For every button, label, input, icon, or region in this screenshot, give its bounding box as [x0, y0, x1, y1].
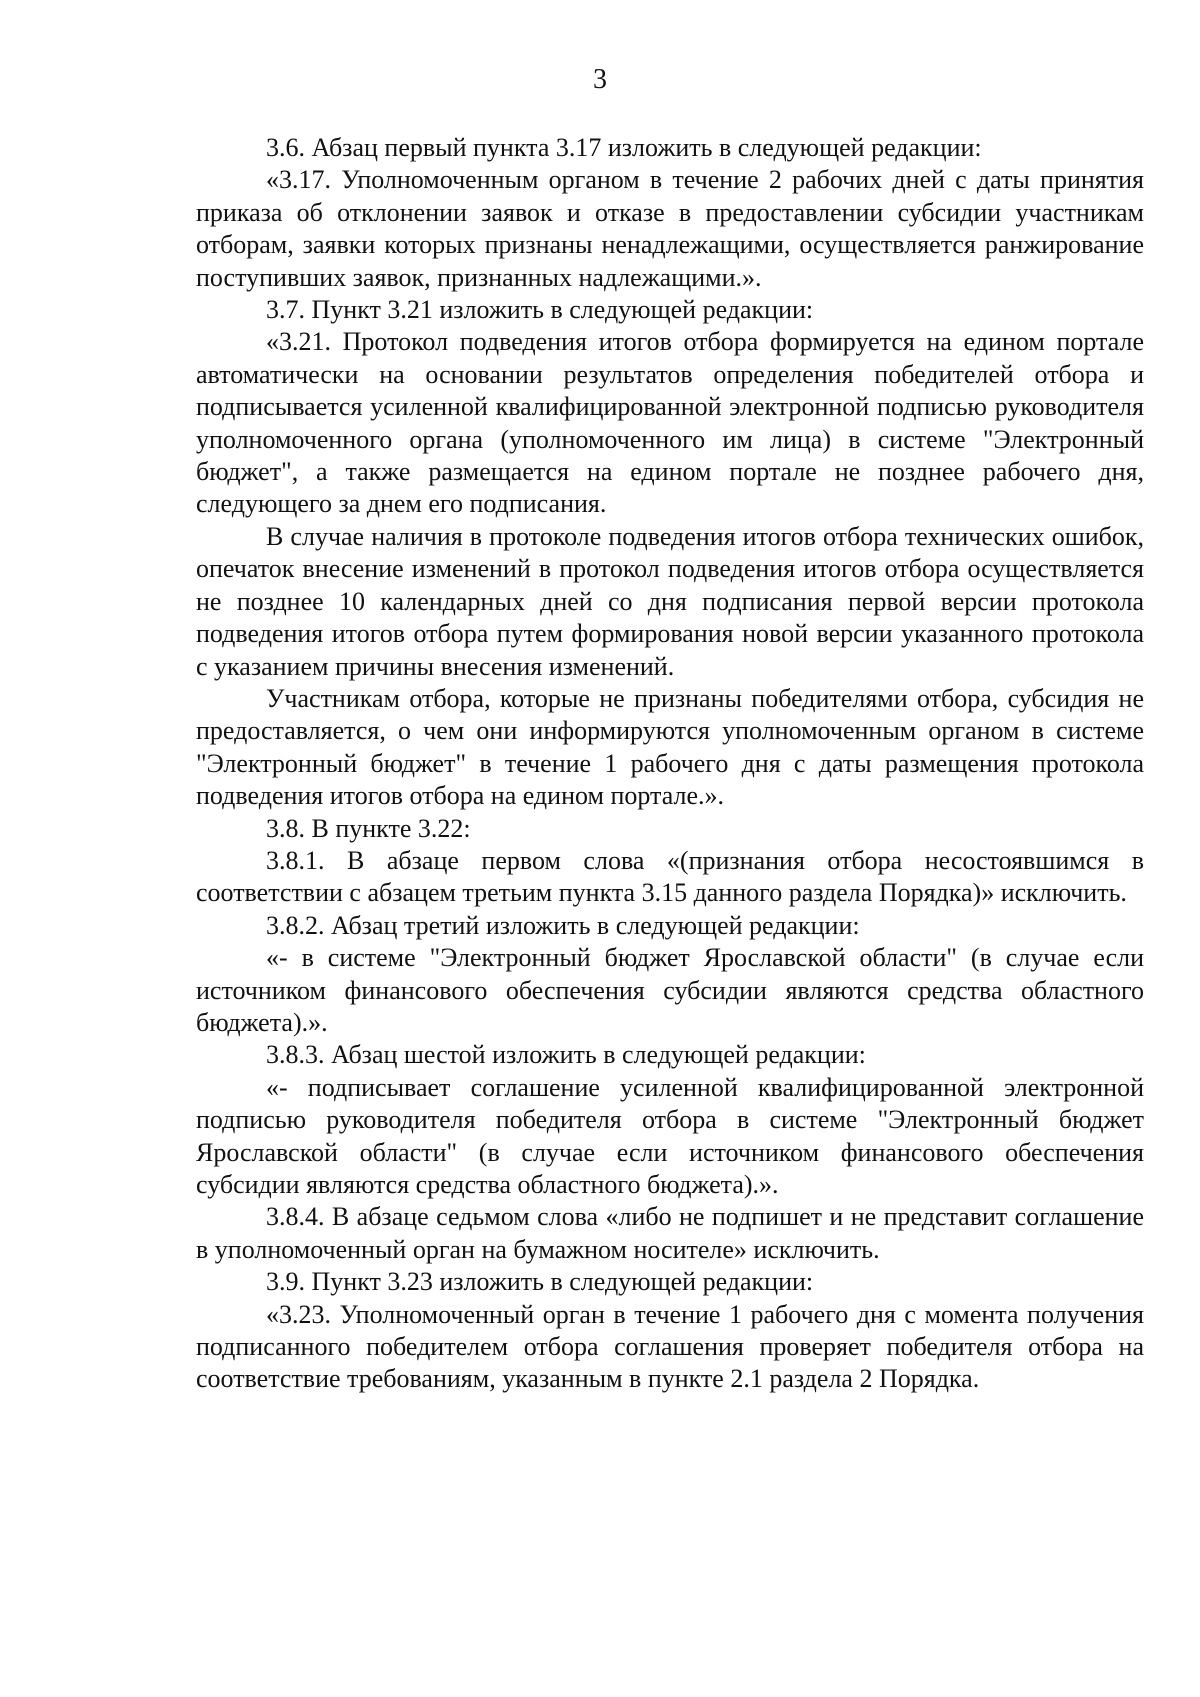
- paragraph-technical-errors: В случае наличия в протоколе подведения итогов отбора технических ошибок, опечаток внесение изменений в протокол подведения итогов отбора осуществляется не позднее 10 календарных дней со дня подписания первой версии протокола подведения итогов отбора путем формирования новой версии указанного протокола с указанием причины внесения изменений.: [196, 521, 1144, 681]
- paragraph-3-8-1: 3.8.1. В абзаце первом слова «(признания отбора несостоявшимся в соответствии с абзацем третьим пункта 3.15 данного раздела Порядка)» исключить.: [196, 845, 1144, 908]
- paragraph-3-7: 3.7. Пункт 3.21 изложить в следующей редакции:: [266, 295, 814, 325]
- document-body: [196, 132, 1144, 1396]
- paragraph-3-8-4: 3.8.4. В абзаце седьмом слова «либо не подпишет и не представит соглашение в уполномоченный орган на бумажном носителе» исключить.: [196, 1202, 1144, 1264]
- paragraph-3-17-text: «3.17. Уполномоченным органом в течение 2 рабочих дней с даты принятия приказа об отклонении заявок и отказе в предоставлении субсидии участникам отборам, заявки которых признаны ненадлежащими, осуществляется ранжирование поступивших заявок, признанных надлежащими.».: [196, 165, 1144, 292]
- paragraph-3-6: 3.6. Абзац первый пункта 3.17 изложить в следующей редакции:: [266, 133, 982, 162]
- paragraph-3-8-3: 3.8.3. Абзац шестой изложить в следующей редакции:: [266, 1040, 866, 1070]
- paragraph-3-9: 3.9. Пункт 3.23 изложить в следующей редакции:: [266, 1267, 814, 1297]
- paragraph-not-winners: Участникам отбора, которые не признаны победителями отбора, субсидия не предоставляется, о чем они информируются уполномоченным органом в системе "Электронный бюджет" в течение 1 рабочего дня с даты размещения протокола подведения итогов отбора на едином портале.».: [196, 683, 1144, 811]
- paragraph-3-23-text: «3.23. Уполномоченный орган в течение 1 рабочего дня с момента получения подписанного победителем отбора соглашения проверяет победителя отбора на соответствие требованиям, указанным в пункте 2.1 раздела 2 Порядка.: [196, 1299, 1144, 1394]
- paragraph-3-8: 3.8. В пункте 3.22:: [266, 813, 471, 843]
- paragraph-3-8-3-text: «- подписывает соглашение усиленной квалифицированной электронной подписью руководителя победителя отбора в системе "Электронный бюджет Ярославской области" (в случае если источником финансового обеспечения субсидии являются средства областного бюджета).».: [196, 1072, 1144, 1199]
- paragraph-3-8-2-text: «- в системе "Электронный бюджет Ярославской области" (в случае если источником финансового обеспечения субсидии являются средства областного бюджета).».: [196, 943, 1144, 1037]
- page-number: 3: [593, 64, 607, 95]
- paragraph-3-8-2: 3.8.2. Абзац третий изложить в следующей редакции:: [266, 910, 860, 940]
- paragraph-3-21-text: «3.21. Протокол подведения итогов отбора формируется на едином портале автоматически на основании результатов определения победителей отбора и подписывается усиленной квалифицированной электронной подписью руководителя уполномоченного органа (уполномоченного им лица) в системе "Электронный бюджет", а также размещается на едином портале не позднее рабочего дня, следующего за днем его подписания.: [196, 327, 1144, 519]
